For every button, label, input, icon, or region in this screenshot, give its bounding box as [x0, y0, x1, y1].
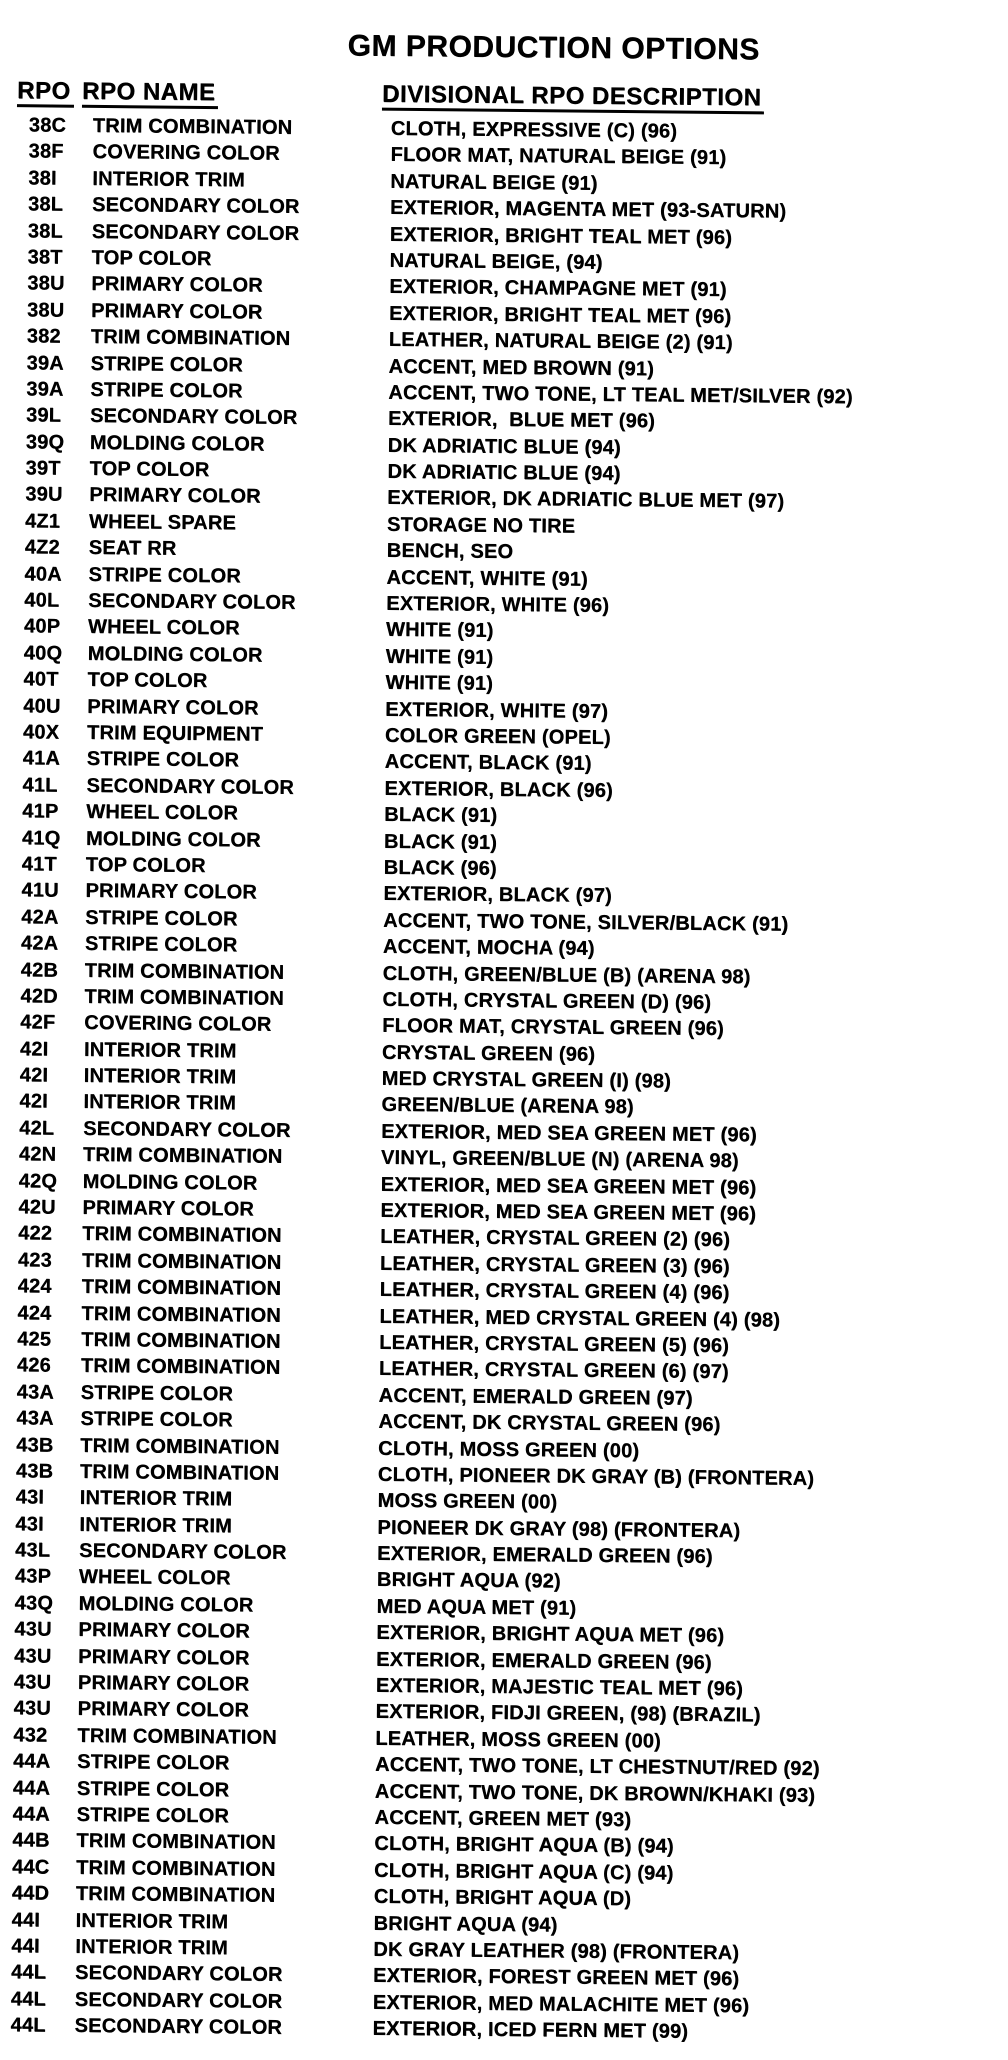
- rpo-description: ACCENT, GREEN MET (93): [374, 1806, 632, 1832]
- rpo-name: STRIPE COLOR: [76, 1803, 230, 1828]
- rpo-name: INTERIOR TRIM: [75, 1935, 229, 1960]
- rpo-code: 43B: [16, 1433, 54, 1457]
- rpo-description: EXTERIOR, MAGENTA MET (93-SATURN): [389, 196, 787, 223]
- header-rpo: RPO: [17, 79, 74, 108]
- rpo-name: INTERIOR TRIM: [92, 167, 245, 192]
- rpo-name: TRIM COMBINATION: [84, 959, 285, 984]
- rpo-name: PRIMARY COLOR: [87, 695, 259, 720]
- rpo-name: PRIMARY COLOR: [89, 484, 261, 508]
- rpo-description: ACCENT, TWO TONE, DK BROWN/KHAKI (93): [374, 1780, 816, 1807]
- rpo-description: CLOTH, CRYSTAL GREEN (D) (96): [382, 988, 712, 1014]
- rpo-name: PRIMARY COLOR: [91, 273, 263, 297]
- rpo-code: 44D: [11, 1882, 50, 1905]
- rpo-code: 44C: [11, 1855, 50, 1879]
- rpo-code: 42B: [20, 958, 59, 982]
- rpo-code: 38U: [27, 272, 65, 295]
- rpo-code: 43L: [15, 1539, 51, 1562]
- rpo-description: BLACK (91): [383, 830, 498, 854]
- rpo-code: 43I: [15, 1486, 45, 1509]
- rpo-code: 4Z2: [24, 536, 60, 559]
- rpo-description: BRIGHT AQUA (94): [373, 1912, 558, 1937]
- rpo-description: CLOTH, EXPRESSIVE (C) (96): [390, 117, 678, 143]
- rpo-description: EXTERIOR, ICED FERN MET (99): [372, 2017, 689, 2043]
- rpo-description: BRIGHT AQUA (92): [376, 1569, 561, 1593]
- rpo-description: WHITE (91): [385, 671, 494, 695]
- rpo-code: 39U: [25, 483, 63, 507]
- rpo-description: EXTERIOR, BLACK (96): [384, 777, 614, 802]
- rpo-description: WHITE (91): [385, 619, 494, 643]
- rpo-description: NATURAL BEIGE, (94): [389, 249, 603, 274]
- rpo-description: FLOOR MAT, NATURAL BEIGE (91): [390, 144, 727, 170]
- rpo-code: 425: [17, 1328, 52, 1351]
- rpo-description: LEATHER, CRYSTAL GREEN (2) (96): [380, 1226, 731, 1252]
- rpo-name: WHEEL SPARE: [88, 510, 237, 535]
- rpo-description: ACCENT, MOCHA (94): [382, 935, 595, 960]
- rpo-description: LEATHER, CRYSTAL GREEN (6) (97): [378, 1358, 729, 1384]
- rpo-code: 44A: [12, 1803, 50, 1826]
- rpo-name: INTERIOR TRIM: [75, 1909, 229, 1933]
- rpo-description: EXTERIOR, EMERALD GREEN (96): [376, 1542, 713, 1569]
- rpo-code: 40Q: [23, 642, 63, 665]
- rpo-description: DK GRAY LEATHER (98) (FRONTERA): [373, 1938, 740, 1965]
- rpo-description: CRYSTAL GREEN (96): [381, 1041, 596, 1066]
- rpo-code: 39A: [26, 351, 64, 375]
- rpo-name: MOLDING COLOR: [85, 827, 261, 852]
- rpo-description: LEATHER, MED CRYSTAL GREEN (4) (98): [379, 1305, 781, 1332]
- rpo-name: TRIM COMBINATION: [81, 1276, 282, 1300]
- rpo-name: TRIM COMBINATION: [92, 114, 293, 139]
- rpo-code: 426: [16, 1354, 51, 1377]
- rpo-code: 43A: [16, 1407, 54, 1430]
- rpo-name: INTERIOR TRIM: [83, 1091, 237, 1115]
- rpo-name: TRIM COMBINATION: [90, 326, 291, 350]
- rpo-code: 43U: [14, 1618, 52, 1641]
- rpo-description: PIONEER DK GRAY (98) (FRONTERA): [377, 1516, 741, 1542]
- rpo-code: 44A: [12, 1750, 51, 1773]
- rpo-name: INTERIOR TRIM: [79, 1513, 233, 1537]
- rpo-code: 40X: [22, 721, 60, 744]
- rpo-name: SECONDARY COLOR: [74, 1962, 283, 1987]
- header-rpo-name: RPO NAME: [82, 80, 219, 109]
- rpo-code: 43P: [14, 1565, 52, 1589]
- rpo-name: TRIM COMBINATION: [79, 1460, 280, 1485]
- rpo-name: PRIMARY COLOR: [77, 1698, 250, 1722]
- rpo-code: 40T: [23, 668, 59, 691]
- rpo-code: 44I: [11, 1908, 41, 1932]
- rpo-code: 40P: [23, 615, 61, 639]
- rpo-code: 41U: [21, 879, 59, 902]
- rpo-code: 44A: [12, 1776, 51, 1800]
- rpo-description: LEATHER, MOSS GREEN (00): [375, 1727, 661, 1753]
- rpo-description: EXTERIOR, FIDJI GREEN, (98) (BRAZIL): [375, 1701, 761, 1727]
- rpo-description: ACCENT, DK CRYSTAL GREEN (96): [378, 1410, 721, 1437]
- rpo-name: TRIM COMBINATION: [80, 1355, 281, 1380]
- rpo-description: FLOOR MAT, CRYSTAL GREEN (96): [382, 1014, 725, 1041]
- rpo-description: MED AQUA MET (91): [376, 1595, 577, 1620]
- rpo-description: LEATHER, CRYSTAL GREEN (5) (96): [379, 1331, 730, 1358]
- rpo-description: BLACK (96): [383, 856, 497, 880]
- rpo-description: EXTERIOR, MAJESTIC TEAL MET (96): [375, 1674, 744, 1701]
- rpo-name: STRIPE COLOR: [90, 378, 243, 403]
- rpo-description: LEATHER, CRYSTAL GREEN (4) (96): [379, 1278, 730, 1305]
- rpo-code: 44B: [12, 1829, 50, 1852]
- rpo-name: STRIPE COLOR: [90, 352, 244, 376]
- rpo-code: 44L: [10, 1987, 46, 2011]
- rpo-code: 42Q: [18, 1169, 58, 1193]
- rpo-name: STRIPE COLOR: [84, 932, 238, 957]
- rpo-code: 42U: [18, 1196, 56, 1219]
- rpo-code: 40A: [24, 562, 62, 586]
- rpo-description: ACCENT, TWO TONE, LT CHESTNUT/RED (92): [374, 1753, 820, 1781]
- rpo-name: COVERING COLOR: [84, 1012, 272, 1036]
- rpo-description: ACCENT, BLACK (91): [384, 751, 592, 776]
- rpo-name: TOP COLOR: [91, 246, 212, 270]
- rpo-code: 41P: [22, 800, 59, 823]
- rpo-description: CLOTH, GREEN/BLUE (B) (ARENA 98): [382, 962, 751, 988]
- rpo-name: TRIM COMBINATION: [81, 1249, 282, 1274]
- rpo-name: INTERIOR TRIM: [79, 1487, 233, 1511]
- rpo-name: TRIM COMBINATION: [80, 1434, 280, 1459]
- rpo-description: MOSS GREEN (00): [377, 1490, 558, 1514]
- rpo-name: PRIMARY COLOR: [78, 1619, 250, 1643]
- rpo-name: STRIPE COLOR: [76, 1777, 230, 1801]
- rpo-name: TRIM COMBINATION: [76, 1830, 276, 1855]
- rpo-name: MOLDING COLOR: [78, 1592, 254, 1617]
- rpo-description: LEATHER, NATURAL BEIGE (2) (91): [388, 328, 733, 355]
- rpo-code: 424: [17, 1275, 52, 1298]
- rpo-code: 38U: [26, 299, 65, 322]
- rpo-code: 38L: [27, 193, 64, 216]
- rpo-name: STRIPE COLOR: [80, 1407, 233, 1432]
- rpo-name: TRIM COMBINATION: [75, 1856, 276, 1881]
- rpo-code: 43U: [13, 1671, 52, 1694]
- rpo-description: NATURAL BEIGE (91): [390, 170, 598, 195]
- rpo-description: ACCENT, MED BROWN (91): [388, 355, 655, 380]
- rpo-description: ACCENT, TWO TONE, SILVER/BLACK (91): [383, 909, 789, 936]
- rpo-description: GREEN/BLUE (ARENA 98): [381, 1094, 634, 1119]
- rpo-name: MOLDING COLOR: [87, 642, 263, 667]
- rpo-code: 42A: [21, 905, 59, 929]
- rpo-description: BENCH, SEO: [386, 539, 514, 564]
- rpo-name: INTERIOR TRIM: [83, 1038, 237, 1062]
- rpo-name: STRIPE COLOR: [85, 906, 238, 931]
- rpo-code: 39L: [25, 404, 62, 427]
- rpo-description: COLOR GREEN (OPEL): [384, 724, 611, 749]
- rpo-description: EXTERIOR, MED SEA GREEN MET (96): [380, 1199, 757, 1226]
- rpo-name: MOLDING COLOR: [89, 431, 265, 456]
- rpo-description: EXTERIOR, MED SEA GREEN MET (96): [381, 1120, 757, 1147]
- rpo-name: INTERIOR TRIM: [83, 1064, 237, 1089]
- rpo-code: 43Q: [14, 1592, 54, 1615]
- rpo-description: LEATHER, CRYSTAL GREEN (3) (96): [379, 1252, 730, 1278]
- rpo-description: EXTERIOR, BRIGHT TEAL MET (96): [389, 223, 733, 249]
- rpo-description: EXTERIOR, BLACK (97): [383, 883, 612, 908]
- rpo-name: MOLDING COLOR: [82, 1170, 258, 1195]
- rpo-name: TRIM COMBINATION: [75, 1882, 276, 1907]
- rpo-name: STRIPE COLOR: [88, 563, 242, 587]
- rpo-description: CLOTH, BRIGHT AQUA (D): [373, 1885, 632, 1911]
- rpo-name: SECONDARY COLOR: [86, 774, 295, 799]
- rpo-code: 382: [26, 325, 61, 348]
- rpo-description: CLOTH, BRIGHT AQUA (C) (94): [373, 1859, 674, 1885]
- rpo-name: TRIM COMBINATION: [82, 1144, 283, 1168]
- rpo-code: 39T: [25, 457, 61, 480]
- rpo-name: TRIM COMBINATION: [81, 1302, 281, 1327]
- rpo-code: 44I: [11, 1935, 40, 1958]
- rpo-code: 42D: [20, 985, 58, 1008]
- rpo-code: 42A: [20, 932, 59, 955]
- rpo-name: SECONDARY COLOR: [74, 2014, 283, 2039]
- rpo-code: 44L: [10, 1961, 47, 1984]
- rpo-name: PRIMARY COLOR: [90, 299, 263, 324]
- rpo-code: 40L: [24, 589, 60, 612]
- rpo-code: 42I: [19, 1064, 49, 1087]
- rpo-code: 432: [13, 1724, 48, 1747]
- rpo-name: WHEEL COLOR: [86, 801, 239, 825]
- rpo-description: ACCENT, TWO TONE, LT TEAL MET/SILVER (92): [388, 381, 853, 409]
- rpo-description: EXTERIOR, CHAMPAGNE MET (91): [389, 276, 727, 302]
- rpo-name: STRIPE COLOR: [76, 1751, 230, 1775]
- rpo-code: 38C: [28, 114, 67, 137]
- rpo-code: 43U: [13, 1697, 51, 1721]
- rpo-code: 38T: [27, 246, 63, 269]
- rpo-code: 42N: [18, 1143, 57, 1166]
- rpo-name: COVERING COLOR: [92, 141, 280, 166]
- rpo-description: DK ADRIATIC BLUE (94): [387, 460, 621, 486]
- rpo-name: SECONDARY COLOR: [88, 589, 296, 614]
- rpo-name: PRIMARY COLOR: [77, 1645, 250, 1670]
- rpo-description: ACCENT, EMERALD GREEN (97): [378, 1384, 693, 1410]
- rpo-code: 43B: [15, 1460, 54, 1483]
- rpo-code: 41Q: [21, 826, 61, 850]
- rpo-code: 38L: [27, 219, 63, 243]
- rpo-description: VINYL, GREEN/BLUE (N) (ARENA 98): [380, 1146, 739, 1173]
- rpo-code: 42F: [20, 1011, 56, 1034]
- rpo-description: MED CRYSTAL GREEN (I) (98): [381, 1067, 672, 1093]
- rpo-code: 43I: [15, 1512, 44, 1536]
- rpo-name: WHEEL COLOR: [78, 1566, 231, 1590]
- rpo-table-body: [0, 112, 1007, 2048]
- rpo-description: CLOTH, BRIGHT AQUA (B) (94): [374, 1833, 674, 1858]
- rpo-name: STRIPE COLOR: [86, 748, 240, 772]
- rpo-code: 4Z1: [24, 510, 61, 533]
- rpo-name: SECONDARY COLOR: [74, 1988, 283, 2013]
- rpo-code: 423: [17, 1249, 52, 1272]
- rpo-code: 38F: [28, 140, 64, 164]
- rpo-code: 41T: [21, 853, 57, 876]
- rpo-code: 42L: [19, 1117, 55, 1140]
- rpo-description: STORAGE NO TIRE: [386, 513, 576, 538]
- rpo-code: 43A: [16, 1380, 55, 1404]
- rpo-description: EXTERIOR, DK ADRIATIC BLUE MET (97): [387, 487, 785, 514]
- rpo-description: EXTERIOR, BRIGHT TEAL MET (96): [388, 302, 732, 328]
- rpo-description: EXTERIOR, FOREST GREEN MET (96): [372, 1965, 740, 1991]
- rpo-code: 424: [17, 1301, 52, 1325]
- rpo-code: 422: [18, 1222, 53, 1245]
- rpo-description: EXTERIOR, WHITE (96): [386, 592, 610, 617]
- rpo-description: CLOTH, PIONEER DK GRAY (B) (FRONTERA): [377, 1463, 815, 1490]
- rpo-name: SECONDARY COLOR: [79, 1539, 287, 1564]
- rpo-name: SECONDARY COLOR: [89, 405, 298, 430]
- rpo-code: 43U: [14, 1644, 52, 1668]
- rpo-description: EXTERIOR, MED MALACHITE MET (96): [372, 1991, 750, 2018]
- rpo-description: EXTERIOR, BLUE MET (96): [387, 408, 656, 433]
- rpo-name: TRIM COMBINATION: [82, 1223, 282, 1248]
- rpo-name: SECONDARY COLOR: [91, 194, 300, 219]
- page-title: GM PRODUCTION OPTIONS: [347, 29, 760, 67]
- rpo-name: PRIMARY COLOR: [82, 1196, 255, 1221]
- rpo-name: TOP COLOR: [87, 669, 208, 693]
- rpo-description: ACCENT, WHITE (91): [386, 566, 588, 591]
- rpo-name: TRIM COMBINATION: [77, 1724, 277, 1749]
- header-divisional-rpo-description: DIVISIONAL RPO DESCRIPTION: [382, 83, 765, 115]
- rpo-name: TRIM COMBINATION: [81, 1328, 281, 1353]
- rpo-description: WHITE (91): [385, 645, 494, 669]
- rpo-description: EXTERIOR, EMERALD GREEN (96): [375, 1648, 712, 1674]
- rpo-code: 42I: [19, 1037, 49, 1061]
- rpo-description: EXTERIOR, BRIGHT AQUA MET (96): [376, 1621, 725, 1648]
- rpo-description: EXTERIOR, MED SEA GREEN MET (96): [380, 1173, 757, 1199]
- rpo-code: 39Q: [25, 430, 65, 454]
- rpo-code: 39A: [26, 378, 64, 401]
- rpo-name: TRIM COMBINATION: [84, 985, 285, 1010]
- rpo-name: STRIPE COLOR: [80, 1381, 234, 1406]
- rpo-description: DK ADRIATIC BLUE (94): [387, 434, 621, 459]
- rpo-name: SECONDARY COLOR: [91, 220, 300, 245]
- rpo-name: WHEEL COLOR: [87, 616, 240, 640]
- rpo-code: 44L: [10, 2014, 46, 2037]
- rpo-name: TRIM EQUIPMENT: [86, 721, 264, 746]
- rpo-code: 38I: [28, 167, 57, 190]
- rpo-name: TOP COLOR: [85, 853, 206, 877]
- rpo-code: 40U: [23, 694, 61, 718]
- rpo-code: 42I: [19, 1090, 48, 1113]
- rpo-description: CLOTH, MOSS GREEN (00): [378, 1437, 640, 1462]
- rpo-description: EXTERIOR, WHITE (97): [385, 698, 609, 723]
- rpo-name: SECONDARY COLOR: [83, 1117, 291, 1142]
- rpo-name: SEAT RR: [88, 537, 177, 560]
- rpo-code: 41A: [22, 747, 61, 770]
- rpo-description: BLACK (91): [384, 803, 498, 827]
- rpo-name: TOP COLOR: [89, 457, 210, 482]
- rpo-name: PRIMARY COLOR: [85, 880, 258, 904]
- rpo-name: PRIMARY COLOR: [77, 1671, 250, 1696]
- rpo-code: 41L: [22, 774, 58, 797]
